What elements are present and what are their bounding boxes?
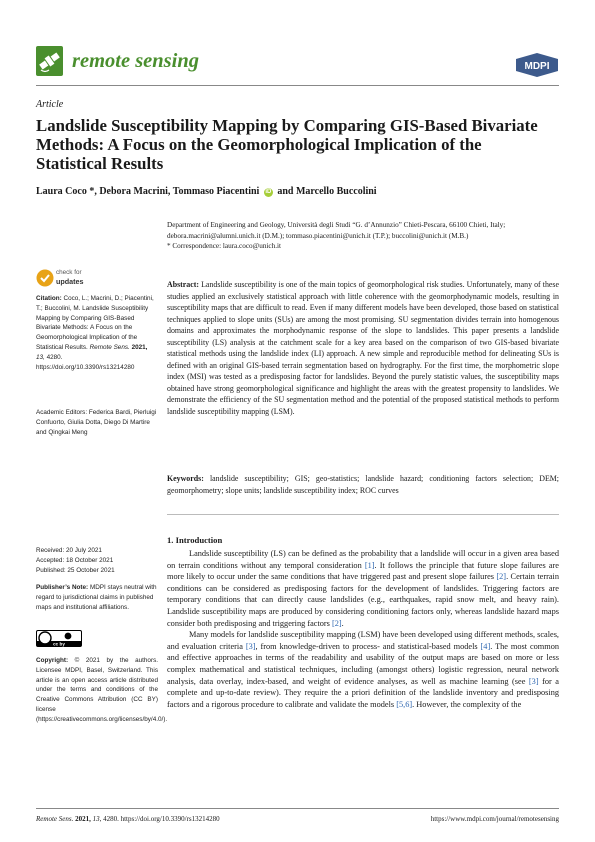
orcid-icon[interactable]: iD [265,189,272,195]
authors-last: and Marcello Buccolini [277,186,377,197]
journal-name: remote sensing [72,50,199,72]
academic-editors: Academic Editors: Federica Bardi, Pierluigi Confuorto, Giulia Dotta, Diego Di Martire and Qingkai Meng [36,409,157,436]
date-received: Received: 20 July 2021 [36,547,102,554]
section-divider [167,514,559,515]
section-body [167,548,559,710]
keywords-label: Keywords: [167,474,204,483]
affiliation [167,220,562,252]
footer-journal-url[interactable]: https://www.mdpi.com/journal/remotesensing [430,815,559,823]
citation-link[interactable]: [2] [496,572,507,582]
footer-citation: Remote Sens. 2021, 13, 4280. https://doi.org/10.3390/rs13214280 [36,815,220,823]
intro-paragraph-2: Many models for landslide susceptibility mapping (LSM) have been developed using different methods, scales, and evaluation criteria [3], from knowledge-driven to process- and statistical-based models [4]. The most common and effective approaches in terms of the readability and usability of the output maps are based on more or less complex mathematical and statistical techniques, including (amongst others) logistic regression, neural network analysis, data overlay, index-based, and weight of evidence analyses, as well as machine learning (see [3] for a complete and up-to-date review). They require the a priori definition of the landslide inventory and predisposing factors and a rigorous procedure to calibrate and validate the models [5,6]. However, the complexity of the [167,630,559,709]
section-heading: 1. Introduction [167,535,223,545]
article-type: Article [36,99,64,110]
cc-badge-text: cc by [53,641,65,647]
abstract [167,279,559,418]
date-published: Published: 25 October 2021 [36,566,115,574]
citation-link[interactable]: [1] [364,560,375,570]
citation-link[interactable]: [3] [528,676,539,686]
citation-block: Citation: Coco, L.; Macrini, D.; Piacentini, T.; Buccolini, M. Landslide Susceptibility Mapping by Comparing GIS-Based Bivariate Methods: A Focus on the Geomorphological Implication of the Statistical Results. Remote Sens. 2021, 13, 4280. https://doi.org/10.3390/rs13214280 [36,295,154,371]
check-updates-line2: updates [56,277,84,286]
check-for-updates-button[interactable] [36,268,156,290]
mdpi-logo [515,52,559,78]
check-updates-icon [36,268,54,288]
abstract-label: Abstract: [167,280,199,289]
correspondence: * Correspondence: laura.coco@unich.it [167,242,281,251]
citation-link[interactable]: [4] [480,641,491,651]
satellite-icon [36,46,63,76]
authors-first: Laura Coco *, Debora Macrini, Tommaso Piacentini [36,186,260,197]
citation-label: Citation: [36,295,62,302]
citation-link[interactable]: [5,6] [396,699,413,709]
check-updates-line1: check for [56,269,82,276]
mdpi-logo-text: MDPI [524,61,550,72]
affiliation-line: Department of Engineering and Geology, Università degli Studi “G. d’Annunzio” Chieti-Pescara, 66100 Chieti, Italy; debora.macrini@alumni.unich.it (D.M.); tommaso.piacentini@unich.it (T.P.); buccolini@unich.it (M.B.) [167,221,506,240]
header-rule [36,85,559,86]
citation-doi[interactable]: 4280. https://doi.org/10.3390/rs13214280 [36,353,135,371]
intro-paragraph-1: Landslide susceptibility (LS) can be defined as the probability that a landslide will occur in a given area based on terrain conditions without any temporal consideration [1]. It follows the principle that future slope failures are more likely to occur under the same conditions that have triggered past and present slope failures [2]. Certain terrain conditions can be considered as predisposing factors for the development of landslides. Triggering factors are temporary conditions that can directly cause landslides (e.g., earthquakes, rapid snow melt, and heavy rain). Landslide susceptibility maps are produced by considering conditioning factors only, whereas landslide hazard maps consider both predisposing and triggering factors [2]. [167,549,559,628]
footer-rule [36,808,559,809]
citation-link[interactable]: [3] [245,641,256,651]
date-accepted: Accepted: 18 October 2021 [36,556,114,564]
publisher-note: Publisher’s Note: MDPI stays neutral with regard to jurisdictional claims in published maps and institutional affiliations. [36,584,157,611]
footer-doi[interactable]: 4280. https://doi.org/10.3390/rs13214280 [103,815,220,823]
article-title: Landslide Susceptibility Mapping by Comparing GIS-Based Bivariate Methods: A Focus on the Geomorphological Implication of the Statistical Results [36,116,538,173]
copyright-block: Copyright: © 2021 by the authors. Licensee MDPI, Basel, Switzerland. This article is an open access article distributed under the terms and conditions of the Creative Commons Attribution (CC BY) license (https://creativecommons.org/licenses/by/4.0/). [36,657,168,723]
keywords-text: landslide susceptibility; GIS; geo-statistics; landslide hazard; conditioning factors selection; DEM; geomorphometry; slope units; landslide susceptibility index; ROC curves [167,474,559,495]
keywords [167,473,559,496]
citation-link[interactable]: [2] [331,618,342,628]
cc-by-license-badge[interactable] [36,630,82,647]
author-list [36,186,377,197]
abstract-text: Landslide susceptibility is one of the main topics of geomorphological risk studies. Unfortunately, many of these studies applied an exclusively statistical approach with little coherence with the geomorphodynamic models, resulting in susceptibility maps that are difficult to read. Even if many different models have been developed, those based on statistical techniques applied to slope units (SUs) are among the most promising. SU segmentation divides terrain into homogenous domains and approximates the morphodynamic response of the slope to landslides. This paper presents a landslide susceptibility (LS) analysis at the catchment scale for a key area based on the comparison of two GIS-based bivariate statistical methods using the landslide index (LI) approach. A new simple and reproducible method for delineating SUs is defined with an original GIS-based terrain segmentation based on hydrography. For the first time, the morphometric slope index (MSI) was tested as a predisposing factor for landslides. Beyond the purely statistic values, the susceptibility maps obtained have strong geomorphological significance and highlight the areas with the greatest propensity to landslides. We demonstrate the efficiency of the SU segmentation method and the potential of the proposed statistical methods to perform landslide susceptibility mapping (LSM). [167,280,559,417]
dates-block [36,546,158,575]
